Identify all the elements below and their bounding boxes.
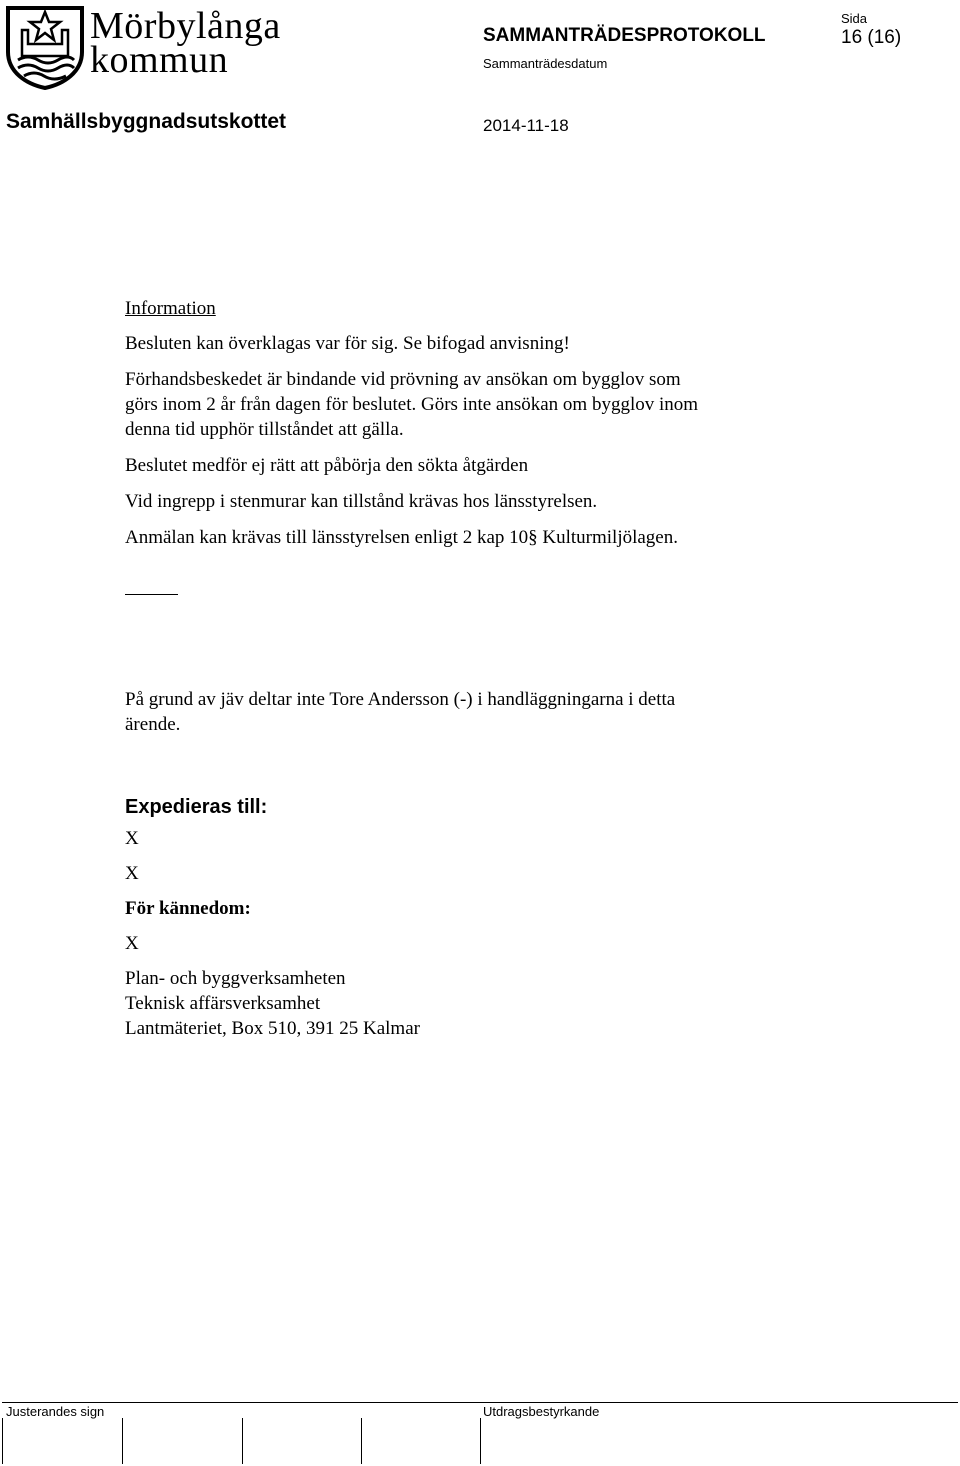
brand-name-line1: Mörbylånga [90,5,281,47]
paragraph-binding [125,367,825,442]
kannedom-heading: För kännedom: [125,898,251,919]
paragraph-line: Förhandsbeskedet är bindande vid prövning av ansökan om bygglov som [125,369,681,390]
page-number: 16 (16) [841,27,902,48]
kannedom-list [125,966,825,1041]
paragraph-no-right: Beslutet medför ej rätt att påbörja den sökta åtgärden [125,455,529,476]
meeting-date-label: Sammanträdesdatum [483,56,608,71]
utdragsbestyrkande-label: Utdragsbestyrkande [483,1404,600,1419]
justerandes-sign-label: Justerandes sign [6,1404,105,1419]
recipient-item: Lantmäteriet, Box 510, 391 25 Kalmar [125,1018,420,1039]
separator-line [125,594,178,595]
paragraph-line: På grund av jäv deltar inte Tore Andersson (-) i handläggningarna i detta [125,689,676,710]
footer-divider [2,1402,958,1403]
paragraph-stone-walls: Vid ingrepp i stenmurar kan tillstånd krävas hos länsstyrelsen. [125,491,598,512]
meeting-date: 2014-11-18 [483,116,569,135]
signature-box [122,1418,123,1464]
recipient-item: Teknisk affärsverksamhet [125,993,321,1014]
paragraph-notification: Anmälan kan krävas till länsstyrelsen enligt 2 kap 10§ Kulturmiljölagen. [125,527,678,548]
paragraph-conflict-of-interest [125,687,825,737]
document-body [125,296,825,1041]
committee-name: Samhällsbyggnadsutskottet [6,110,287,133]
recipient-item: Plan- och byggverksamheten [125,968,346,989]
recipient-item: X [125,863,139,884]
municipal-crest-icon [4,4,86,90]
recipient-item: X [125,933,139,954]
signature-box [361,1418,362,1464]
recipient-item: X [125,828,139,849]
document-title: SAMMANTRÄDESPROTOKOLL [483,25,766,46]
expedieras-heading: Expedieras till: [125,796,268,818]
brand-name-line2: kommun [90,39,229,81]
paragraph-line: denna tid upphör tillståndet att gälla. [125,419,404,440]
page-label: Sida [841,11,868,26]
information-heading: Information [125,298,216,319]
signature-box [242,1418,243,1464]
paragraph-line: ärende. [125,714,181,735]
signature-box [480,1418,481,1464]
paragraph-appeal: Besluten kan överklagas var för sig. Se bifogad anvisning! [125,333,570,354]
paragraph-line: görs inom 2 år från dagen för beslutet. Görs inte ansökan om bygglov inom [125,394,699,415]
signature-box [2,1418,3,1464]
